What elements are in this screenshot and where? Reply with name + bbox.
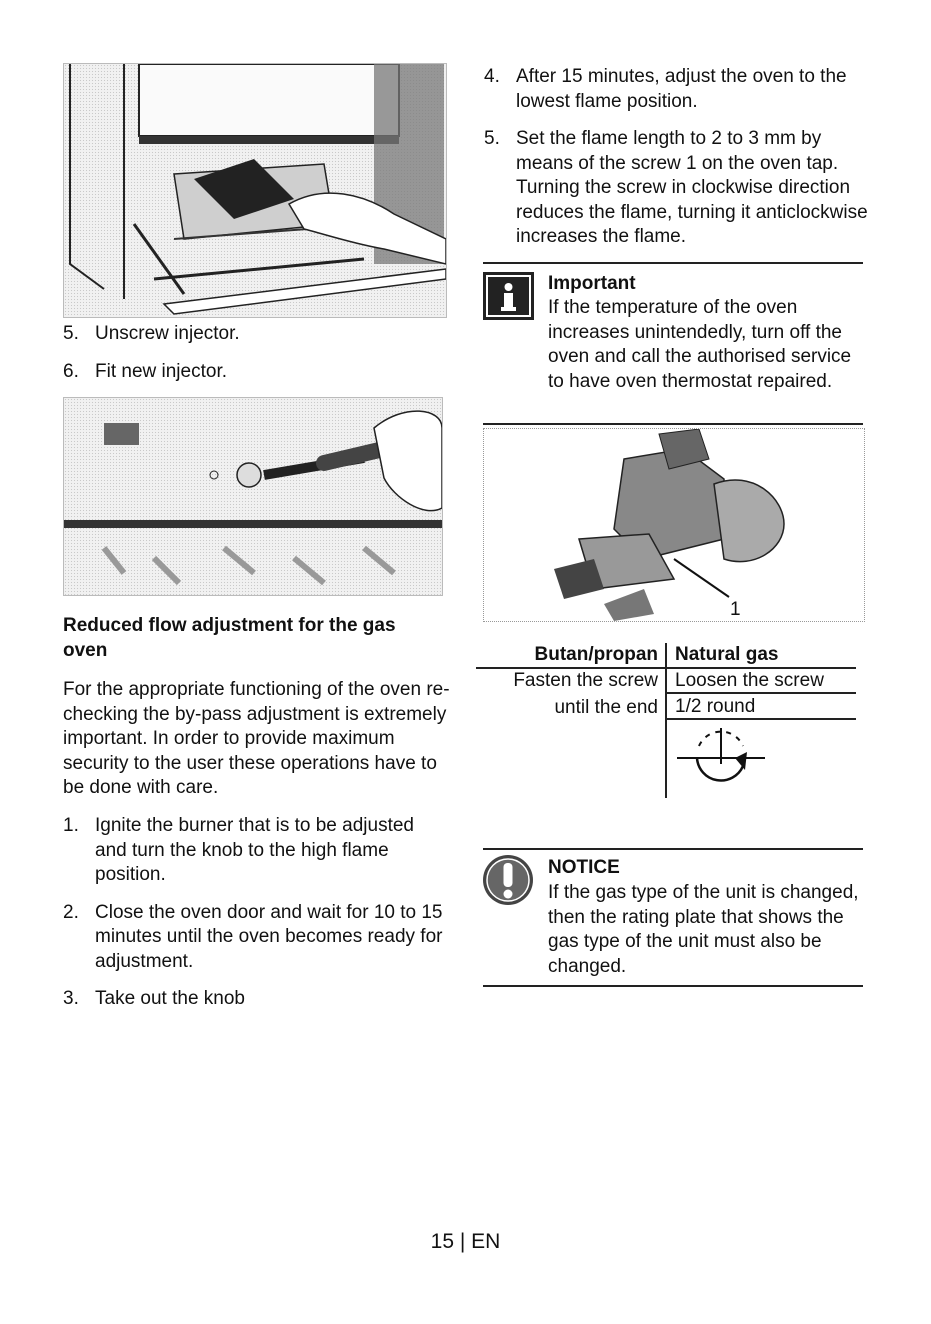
section-heading: Reduced flow adjustment for the gas oven: [63, 615, 396, 661]
table-header-butan: Butan/propan: [534, 644, 658, 665]
intro-paragraph: For the appropriate functioning of the oven re-checking the by-pass adjustment is extremely important. In order to provide maximum security to the user these operations have to be done with care.: [63, 679, 450, 798]
list-item: 6. Fit new injector.: [63, 360, 227, 382]
oven-illustration-svg: [64, 64, 446, 317]
notice-bottom-rule: [483, 985, 863, 987]
injector-fitting-illustration: [63, 397, 443, 596]
info-icon: [483, 272, 534, 320]
page-number: 15 | EN: [430, 1230, 501, 1253]
list-item: 5. Unscrew injector.: [63, 323, 240, 344]
notice-top-rule: [483, 848, 863, 850]
list-item: 1. Ignite the burner that is to be adjusted and turn the knob to the high flame position.: [63, 815, 414, 885]
adjustment-steps-list: [63, 814, 443, 1025]
notice-title: NOTICE: [548, 857, 620, 878]
important-bottom-rule: [483, 423, 863, 425]
table-cell-natural-line2: 1/2 round: [675, 696, 756, 717]
table-cell-butan-line1: Fasten the screw: [513, 670, 658, 691]
table-cell-butan: [480, 669, 658, 720]
table-cell-butan-line2: until the end: [554, 696, 658, 718]
injector-illustration-svg: [64, 398, 442, 595]
tap-callout-number: 1: [730, 599, 741, 620]
warning-icon: [481, 853, 535, 907]
important-text: If the temperature of the oven increases unintendedly, turn off the oven and call the authorised service to have oven thermostat repaired.: [548, 297, 852, 392]
table-rule-bottom: [666, 718, 856, 720]
oven-tap-svg: [484, 429, 864, 621]
removal-steps-list: [63, 322, 443, 397]
list-item: 4. After 15 minutes, adjust the oven to the lowest flame position.: [484, 66, 847, 112]
important-title: Important: [548, 273, 636, 294]
list-item: 5. Set the flame length to 2 to 3 mm by means of the screw 1 on the oven tap. Turning the screw in clockwise direction reduces the flame, turning it anticlockwise increases the flame.: [484, 128, 868, 247]
notice-text: If the gas type of the unit is changed, then the rating plate that shows the gas type of the unit must also be changed.: [548, 882, 859, 977]
table-cell-natural-line1: Loosen the screw: [675, 670, 824, 691]
continued-steps-list: [484, 65, 876, 263]
oven-tap-illustration: [483, 428, 865, 622]
rotate-half-turn-icon: [673, 722, 769, 794]
list-item: 3. Take out the knob: [63, 988, 245, 1009]
table-rule-mid: [666, 692, 856, 694]
table-header-natural: Natural gas: [675, 644, 779, 665]
table-column-divider: [665, 643, 667, 798]
injector-removal-illustration: [63, 63, 447, 318]
list-item: 2. Close the oven door and wait for 10 to 15 minutes until the oven becomes ready for adjustment.: [63, 901, 443, 972]
important-top-rule: [483, 262, 863, 264]
